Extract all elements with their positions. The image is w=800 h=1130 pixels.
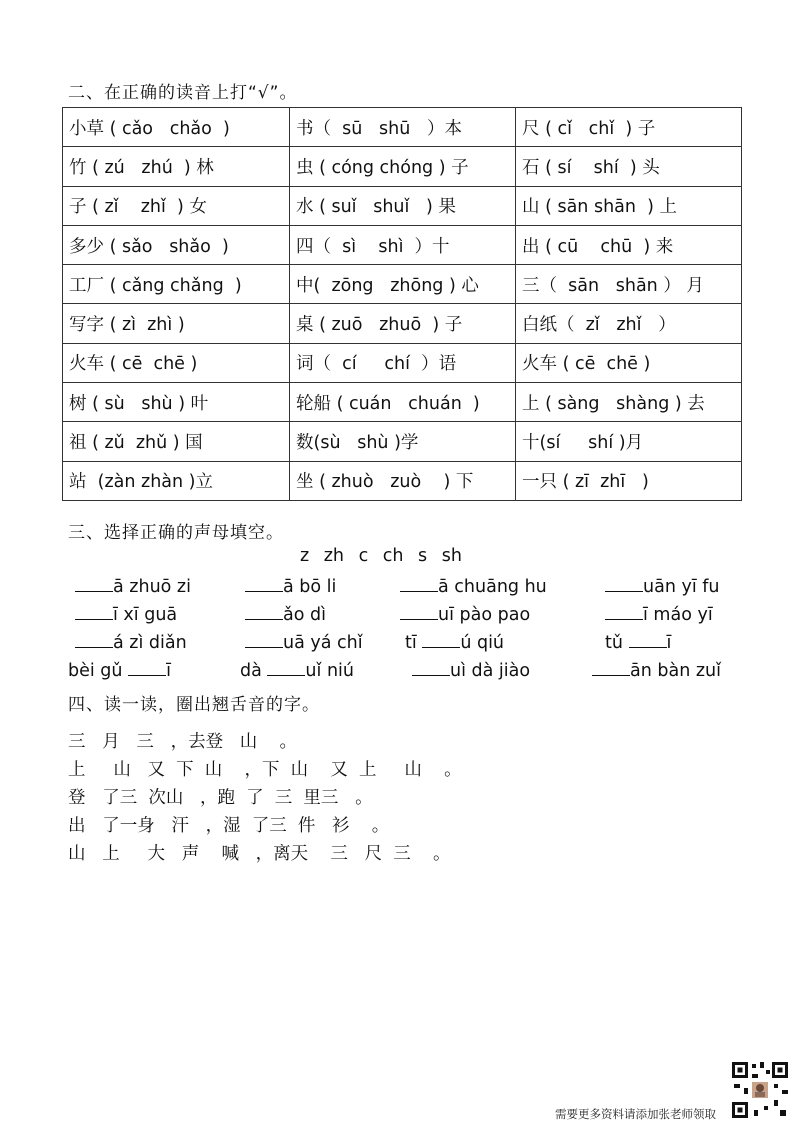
- table-cell[interactable]: 四（ sì shì ）十: [290, 225, 516, 264]
- blank[interactable]: [267, 657, 305, 676]
- fill-item: ā chuāng hu: [400, 573, 547, 597]
- fill-item: tǔ ī: [605, 629, 671, 653]
- table-cell[interactable]: 虫 ( cóng chóng ) 子: [290, 147, 516, 186]
- table-cell[interactable]: 火车 ( cē chē ): [516, 343, 742, 382]
- table-cell[interactable]: 白纸（ zǐ zhǐ ）: [516, 304, 742, 343]
- table-cell[interactable]: 中( zōng zhōng ) 心: [290, 265, 516, 304]
- table-cell[interactable]: 上 ( sàng shàng ) 去: [516, 383, 742, 422]
- blank[interactable]: [605, 601, 643, 620]
- table-cell[interactable]: 山 ( sān shān ) 上: [516, 186, 742, 225]
- blank[interactable]: [400, 601, 438, 620]
- table-cell[interactable]: 石 ( sí shí ) 头: [516, 147, 742, 186]
- poem-line-1: 三 月 三 ，去登 山 。: [68, 732, 298, 752]
- table-row: [63, 108, 742, 147]
- blank[interactable]: [75, 601, 113, 620]
- footer-note: 需要更多资料请添加张老师领取: [555, 1107, 716, 1121]
- blank[interactable]: [128, 657, 166, 676]
- table-cell[interactable]: 子 ( zǐ zhǐ ) 女: [63, 186, 290, 225]
- table-cell[interactable]: 书（ sū shū ）本: [290, 108, 516, 147]
- section2-title: 二、在正确的读音上打“√”。: [68, 83, 298, 103]
- table-row: [63, 225, 742, 264]
- table-cell[interactable]: 三（ sān shān ） 月: [516, 265, 742, 304]
- fill-item: bèi gǔ ī: [68, 657, 171, 681]
- fill-row-2: [0, 601, 800, 629]
- fill-item: á zì diǎn: [75, 629, 187, 653]
- blank[interactable]: [245, 629, 283, 648]
- fill-item: tī ú qiú: [405, 629, 504, 653]
- table-cell[interactable]: 水 ( suǐ shuǐ ) 果: [290, 186, 516, 225]
- table-cell[interactable]: 十(sí shí )月: [516, 422, 742, 461]
- table-row: [63, 383, 742, 422]
- table-cell[interactable]: 多少 ( sǎo shǎo ): [63, 225, 290, 264]
- blank[interactable]: [592, 657, 630, 676]
- fill-item: ī máo yī: [605, 601, 713, 625]
- section4-title: 四、读一读，圈出翘舌音的字。: [68, 695, 320, 715]
- fill-item: uī pào pao: [400, 601, 530, 625]
- pinyin-table: [62, 107, 742, 501]
- table-cell[interactable]: 词（ cí chí ）语: [290, 343, 516, 382]
- blank[interactable]: [605, 573, 643, 592]
- blank[interactable]: [422, 629, 460, 648]
- initials-list: z zh c ch s sh: [300, 546, 462, 566]
- table-cell[interactable]: 站 (zàn zhàn )立: [63, 461, 290, 500]
- fill-item: ǎo dì: [245, 601, 326, 625]
- fill-item: ī xī guā: [75, 601, 177, 625]
- fill-row-4: [0, 657, 800, 685]
- table-row: [63, 147, 742, 186]
- table-cell[interactable]: 竹 ( zú zhú ) 林: [63, 147, 290, 186]
- fill-item: ān bàn zuǐ: [592, 657, 721, 681]
- table-row: [63, 304, 742, 343]
- fill-item: dà uǐ niú: [240, 657, 354, 681]
- table-cell[interactable]: 出 ( cū chū ) 来: [516, 225, 742, 264]
- section3-title: 三、选择正确的声母填空。: [68, 523, 284, 543]
- table-cell[interactable]: 尺 ( cǐ chǐ ) 子: [516, 108, 742, 147]
- table-row: [63, 461, 742, 500]
- table-cell[interactable]: 工厂 ( cǎng chǎng ): [63, 265, 290, 304]
- poem-line-4: 出 了一身 汗 ，湿 了三 件 衫 。: [68, 816, 390, 836]
- table-row: [63, 343, 742, 382]
- poem-line-2: 上 山 又 下 山 ，下 山 又 上 山 。: [68, 760, 462, 780]
- table-cell[interactable]: 火车 ( cē chē ): [63, 343, 290, 382]
- table-cell[interactable]: 一只 ( zī zhī ): [516, 461, 742, 500]
- fill-row-1: [0, 573, 800, 601]
- table-cell[interactable]: 祖 ( zǔ zhǔ ) 国: [63, 422, 290, 461]
- fill-item: uì dà jiào: [412, 657, 530, 681]
- table-cell[interactable]: 轮船 ( cuán chuán ): [290, 383, 516, 422]
- fill-item: uān yī fu: [605, 573, 720, 597]
- table-cell[interactable]: 小草 ( cǎo chǎo ): [63, 108, 290, 147]
- blank[interactable]: [245, 573, 283, 592]
- table-row: [63, 265, 742, 304]
- blank[interactable]: [629, 629, 667, 648]
- blank[interactable]: [400, 573, 438, 592]
- blank[interactable]: [245, 601, 283, 620]
- table-row: [63, 422, 742, 461]
- table-cell[interactable]: 数(sù shù )学: [290, 422, 516, 461]
- fill-item: uā yá chǐ: [245, 629, 363, 653]
- table-cell[interactable]: 桌 ( zuō zhuō ) 子: [290, 304, 516, 343]
- fill-row-3: [0, 629, 800, 657]
- poem-line-3: 登 了三 次山 ，跑 了 三 里三 。: [68, 788, 373, 808]
- blank[interactable]: [75, 629, 113, 648]
- table-row: [63, 186, 742, 225]
- blank[interactable]: [75, 573, 113, 592]
- fill-item: ā zhuō zi: [75, 573, 191, 597]
- fill-item: ā bō li: [245, 573, 336, 597]
- table-cell[interactable]: 树 ( sù shù ) 叶: [63, 383, 290, 422]
- qr-code-icon: [730, 1060, 790, 1120]
- blank[interactable]: [412, 657, 450, 676]
- table-cell[interactable]: 坐 ( zhuò zuò ) 下: [290, 461, 516, 500]
- table-cell[interactable]: 写字 ( zì zhì ): [63, 304, 290, 343]
- poem-line-5: 山 上 大 声 喊 ，离天 三 尺 三 。: [68, 844, 451, 864]
